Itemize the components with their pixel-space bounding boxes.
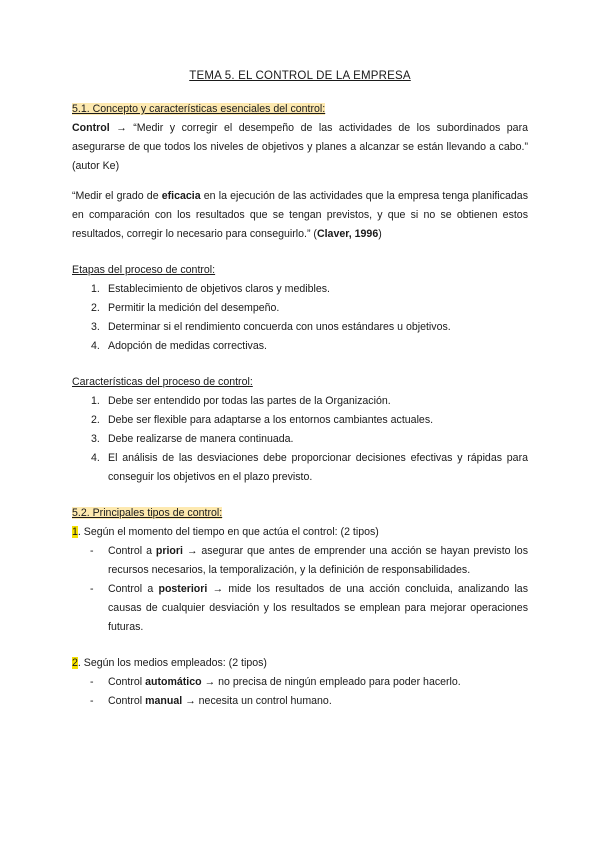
claver-quote <box>72 187 528 244</box>
item-text: → no precisa de ningún empleado para poder hacerlo. <box>201 676 461 688</box>
list-item <box>72 580 528 637</box>
item-prefix: Control a <box>108 583 159 595</box>
quote-citation: Claver, 1996 <box>316 228 379 240</box>
quote-part-b: en la ejecución de las actividades que la empresa tenga planificadas en comparación con los resultados que se tengan previstos, y que si no se obtienen estos resultados, corregir lo necesario para conseguirlo.” ( <box>72 190 528 240</box>
list-item <box>72 299 528 318</box>
item-text: → mide los resultados de una acción concluida, analizando las causas de cualquier desviación y los resultados se emplean para mejorar operaciones futuras. <box>108 583 528 633</box>
item-prefix: Control <box>108 676 146 688</box>
item-text: El análisis de las desviaciones debe proporcionar decisiones efectivas y rápidas para conseguir los objetivos en el plazo previsto. <box>108 452 528 483</box>
item-number: 2. <box>91 302 100 314</box>
list-item <box>72 337 528 356</box>
definition-text: “Medir y corregir el desempeño de las actividades de los subordinados para asegurarse de que todos los niveles de objetivos y planes a alcanzar se están llevando a cabo.” (autor Ke) <box>72 122 528 172</box>
dash-bullet: - <box>90 695 94 707</box>
section-1-heading-text: 5.1. Concepto y características esenciales del control: <box>72 103 326 115</box>
item-number: 4. <box>91 452 100 464</box>
item-number: 4. <box>91 340 100 352</box>
dash-bullet: - <box>90 583 94 595</box>
quote-bold-term: eficacia <box>161 190 201 202</box>
quote-part-a: “Medir el grado de <box>72 190 162 202</box>
section-2-heading-text: 5.2. Principales tipos de control: <box>72 507 223 519</box>
item-number: 3. <box>91 433 100 445</box>
item-number: 2. <box>91 414 100 426</box>
item-text: Permitir la medición del desempeño. <box>108 302 280 314</box>
stages-list <box>72 280 528 356</box>
group-2-list <box>72 673 528 711</box>
dash-bullet: - <box>90 545 94 557</box>
list-item <box>72 673 528 692</box>
group-2-number: 2 <box>72 657 78 669</box>
list-item <box>72 692 528 711</box>
item-text: Debe ser entendido por todas las partes de la Organización. <box>108 395 391 407</box>
definition-term: Control <box>72 122 110 134</box>
list-item <box>72 280 528 299</box>
group-1-text: . Según el momento del tiempo en que actúa el control: (2 tipos) <box>77 526 379 538</box>
item-text: Adopción de medidas correctivas. <box>108 340 267 352</box>
stages-heading: Etapas del proceso de control: <box>72 264 216 276</box>
item-prefix: Control a <box>108 545 156 557</box>
item-text: → necesita un control humano. <box>182 695 332 707</box>
section-1-heading <box>72 100 528 119</box>
quote-end: ) <box>378 228 382 240</box>
list-item <box>72 411 528 430</box>
item-number: 3. <box>91 321 100 333</box>
group-1-list <box>72 542 528 637</box>
list-item <box>72 318 528 337</box>
group-1-number: 1 <box>72 526 78 538</box>
item-bold: priori <box>155 545 183 557</box>
item-text: Debe realizarse de manera continuada. <box>108 433 294 445</box>
item-bold: posteriori <box>158 583 208 595</box>
dash-bullet: - <box>90 676 94 688</box>
item-text: Determinar si el rendimiento concuerda con unos estándares u objetivos. <box>108 321 451 333</box>
document-body <box>72 70 528 711</box>
features-list <box>72 392 528 487</box>
item-bold: automático <box>145 676 202 688</box>
item-bold: manual <box>145 695 183 707</box>
item-text: Establecimiento de objetivos claros y medibles. <box>108 283 330 295</box>
group-2-text: . Según los medios empleados: (2 tipos) <box>77 657 267 669</box>
control-definition <box>72 119 528 176</box>
list-item <box>72 392 528 411</box>
item-text: Debe ser flexible para adaptarse a los entornos cambiantes actuales. <box>108 414 434 426</box>
list-item <box>72 449 528 487</box>
item-prefix: Control <box>108 695 146 707</box>
arrow-icon: → <box>116 122 127 134</box>
group-1-heading <box>72 523 528 542</box>
list-item <box>72 430 528 449</box>
item-number: 1. <box>91 395 100 407</box>
list-item <box>72 542 528 580</box>
section-2-heading <box>72 504 528 523</box>
item-text: → asegurar que antes de emprender una acción se hayan previsto los recursos necesarios, la temporalización, y la definición de responsabilidades. <box>108 545 528 576</box>
features-heading: Características del proceso de control: <box>72 376 253 388</box>
item-number: 1. <box>91 283 100 295</box>
page-title: TEMA 5. EL CONTROL DE LA EMPRESA <box>189 70 411 82</box>
group-2-heading <box>72 654 528 673</box>
